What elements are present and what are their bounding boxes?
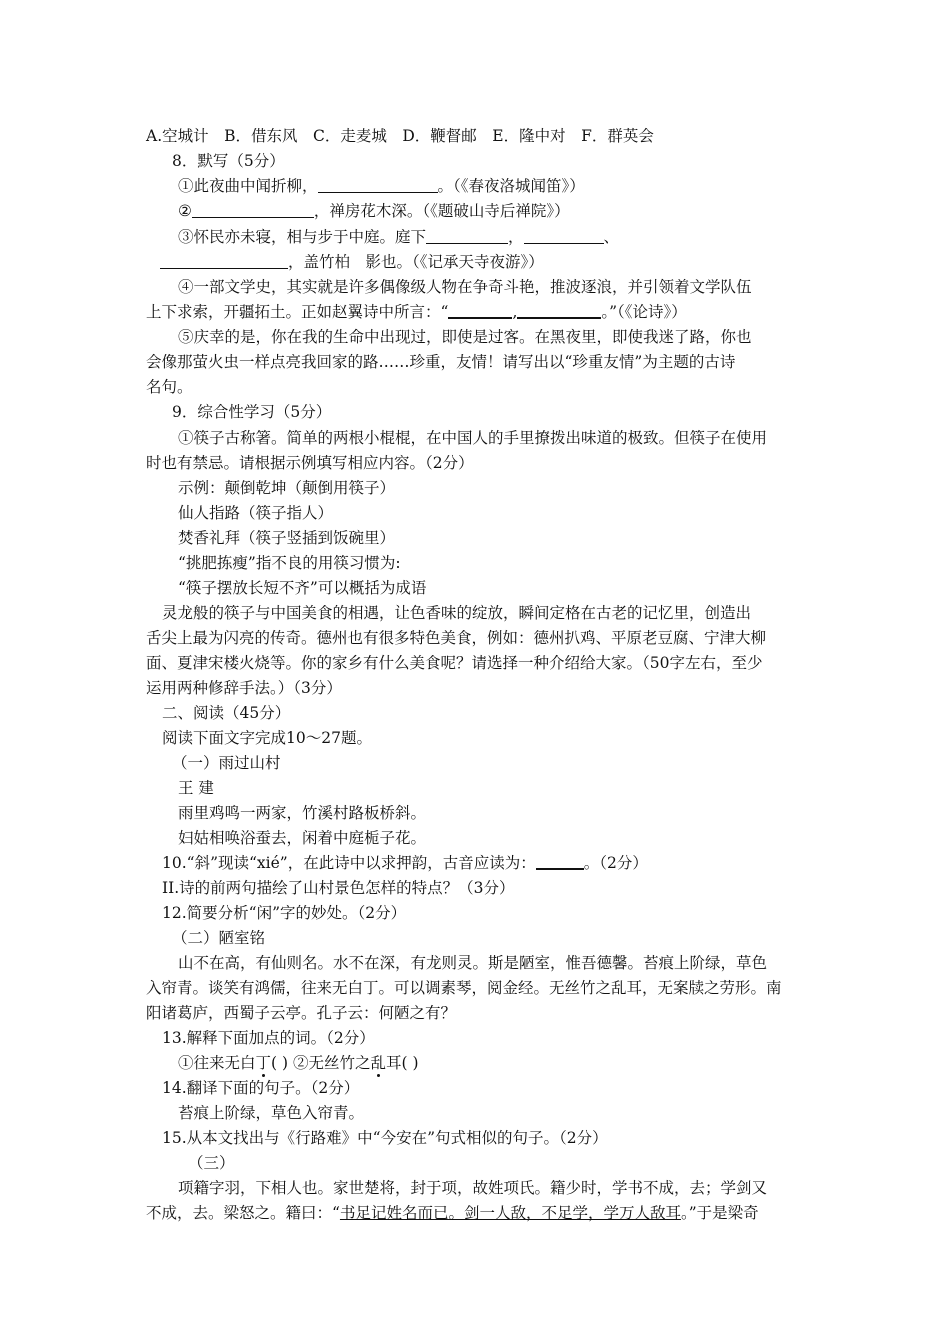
question-11: II.诗的前两句描绘了山村景色怎样的特点？（3分） xyxy=(162,879,515,897)
history-text-part: 。”于是梁奇 xyxy=(680,1204,759,1222)
essay-text: 入帘青。谈笑有鸿儒，往来无白丁。可以调素琴，阅金经。无丝竹之乱耳，无案牍之劳形。南 xyxy=(146,979,782,997)
answer-blank[interactable] xyxy=(448,303,512,319)
answer-blank[interactable] xyxy=(160,254,288,269)
question-8-title: 8．默写（5分） xyxy=(172,152,285,170)
dictation-item-1 xyxy=(178,176,585,196)
question-9-part-1: ①筷子古称箸。简单的两根小棍棍，在中国人的手里撩拨出味道的极致。但筷子在使用 xyxy=(178,429,768,447)
dictation-item-5: ⑤庆幸的是，你在我的生命中出现过，即使是过客。在黑夜里，即使我迷了路，你也 xyxy=(178,328,752,346)
dictation-4-comma: , xyxy=(512,303,518,321)
essay-title: （二）陋室铭 xyxy=(172,929,266,947)
dictation-item-3 xyxy=(178,227,619,247)
q13-item-2: ( ) ②无丝竹之 xyxy=(271,1054,371,1072)
question-15: 15.从本文找出与《行路难》中“今安在”句式相似的句子。（2分） xyxy=(162,1129,608,1147)
dictation-2-num: ② xyxy=(178,202,192,220)
history-text-part: 不成，去。梁怒之。籍曰：“ xyxy=(146,1204,340,1222)
question-13: 13.解释下面加点的词。（2分） xyxy=(162,1029,375,1047)
food-paragraph: 舌尖上最为闪亮的传奇。德州也有很多特色美食，例如：德州扒鸡、平原老豆腐、宁津大柳 xyxy=(146,629,767,647)
chopsticks-item: 仙人指路（筷子指人） xyxy=(178,504,334,522)
answer-blank[interactable] xyxy=(318,178,438,193)
question-9-title: 9．综合性学习（5分） xyxy=(172,403,332,421)
question-13-items xyxy=(178,1053,419,1073)
dictation-item-2 xyxy=(178,201,570,221)
answer-blank[interactable] xyxy=(536,854,584,870)
answer-blank[interactable] xyxy=(192,203,314,218)
question-14-sentence: 苔痕上阶绿，草色入帘青。 xyxy=(178,1104,365,1122)
answer-blank[interactable] xyxy=(426,229,508,244)
dictation-item-5-cont: 会像那萤火虫一样点亮我回家的路……珍重，友情！请写出以“珍重友情”为主题的古诗 xyxy=(146,353,736,371)
answer-blank[interactable] xyxy=(517,303,601,319)
dictation-3-mark: 、 xyxy=(603,228,620,246)
poem-title: （一）雨过山村 xyxy=(172,754,281,772)
dictation-item-4-cont xyxy=(146,302,687,322)
chopsticks-item: 焚香礼拜（筷子竖插到饭碗里） xyxy=(178,529,396,547)
dictation-3-comma: ， xyxy=(508,228,524,246)
essay-text: 阳诸葛庐，西蜀子云亭。孔子云：何陋之有？ xyxy=(146,1004,457,1022)
poem-line: 妇姑相唤浴蚕去，闲着中庭栀子花。 xyxy=(178,829,427,847)
question-10-score: 。（2分） xyxy=(583,854,648,872)
history-text xyxy=(146,1203,759,1223)
dotted-word: 丁 xyxy=(255,1054,272,1072)
chopsticks-example: 示例：颠倒乾坤（颠倒用筷子） xyxy=(178,479,396,497)
reading-instruction: 阅读下面文字完成10～27题。 xyxy=(162,729,372,747)
question-9-part-1-cont: 时也有禁忌。请根据示例填写相应内容。（2分） xyxy=(146,454,474,472)
dictation-item-5-end: 名句。 xyxy=(146,378,193,396)
dictation-2-text: ，禅房花木深。（《题破山寺后禅院》） xyxy=(313,202,570,220)
question-12: 12.简要分析“闲”字的妙处。（2分） xyxy=(162,904,407,922)
dotted-word: 乱 xyxy=(370,1054,386,1072)
section-3-title: （三） xyxy=(188,1154,235,1172)
dictation-4-source: 。”（《论诗》） xyxy=(601,303,687,321)
answer-blank[interactable] xyxy=(524,229,604,244)
chopsticks-question: “筷子摆放长短不齐”可以概括为成语 xyxy=(178,579,427,597)
history-text: 项籍字羽，下相人也。家世楚将，封于项，故姓项氏。籍少时，学书不成，去；学剑又 xyxy=(178,1179,768,1197)
question-10 xyxy=(162,853,648,873)
dictation-4-text: 上下求索，开疆拓土。正如赵翼诗中所言：“ xyxy=(146,303,449,321)
question-14: 14.翻译下面的句子。（2分） xyxy=(162,1079,360,1097)
essay-text: 山不在高，有仙则名。水不在深，有龙则灵。斯是陋室，惟吾德馨。苔痕上阶绿，草色 xyxy=(178,954,768,972)
dictation-1-text: ①此夜曲中闻折柳， xyxy=(178,177,318,195)
question-7-options: A.空城计 B．借东风 C．走麦城 D．鞭督邮 E．隆中对 F．群英会 xyxy=(146,127,654,145)
underlined-sentence: 书足记姓名而已。剑一人敌，不足学，学万人敌耳 xyxy=(339,1204,681,1222)
dictation-1-source: 。（《春夜洛城闻笛》） xyxy=(437,177,585,195)
dictation-item-3-cont xyxy=(160,252,544,272)
question-10-text: 10.“斜”现读“xié”，在此诗中以求押韵，古音应读为： xyxy=(162,854,536,872)
dictation-item-4: ④一部文学史，其实就是许多偶像级人物在争奇斗艳，推波逐浪，并引领着文学队伍 xyxy=(178,278,752,296)
poem-line: 雨里鸡鸣一两家，竹溪村路板桥斜。 xyxy=(178,804,427,822)
food-paragraph: 面、夏津宋楼火烧等。你的家乡有什么美食呢？请选择一种介绍给大家。（50字左右，至少 xyxy=(146,654,763,672)
food-paragraph: 运用两种修辞手法。）（3分） xyxy=(146,679,342,697)
section-reading-title: 二、阅读（45分） xyxy=(162,704,291,722)
chopsticks-question: “挑肥拣瘦”指不良的用筷习惯为: xyxy=(178,554,401,572)
poem-author: 王 建 xyxy=(178,779,214,797)
dictation-3-text: ③怀民亦未寝，相与步于中庭。庭下 xyxy=(178,228,427,246)
q13-item-2-end: 耳( ) xyxy=(386,1054,419,1072)
dictation-3-source: ，盖竹柏 影也。（《记承天寺夜游》） xyxy=(288,253,544,271)
food-paragraph: 灵龙般的筷子与中国美食的相遇，让色香味的绽放，瞬间定格在古老的记忆里，创造出 xyxy=(162,604,752,622)
q13-item-1: ①往来无白 xyxy=(178,1054,256,1072)
